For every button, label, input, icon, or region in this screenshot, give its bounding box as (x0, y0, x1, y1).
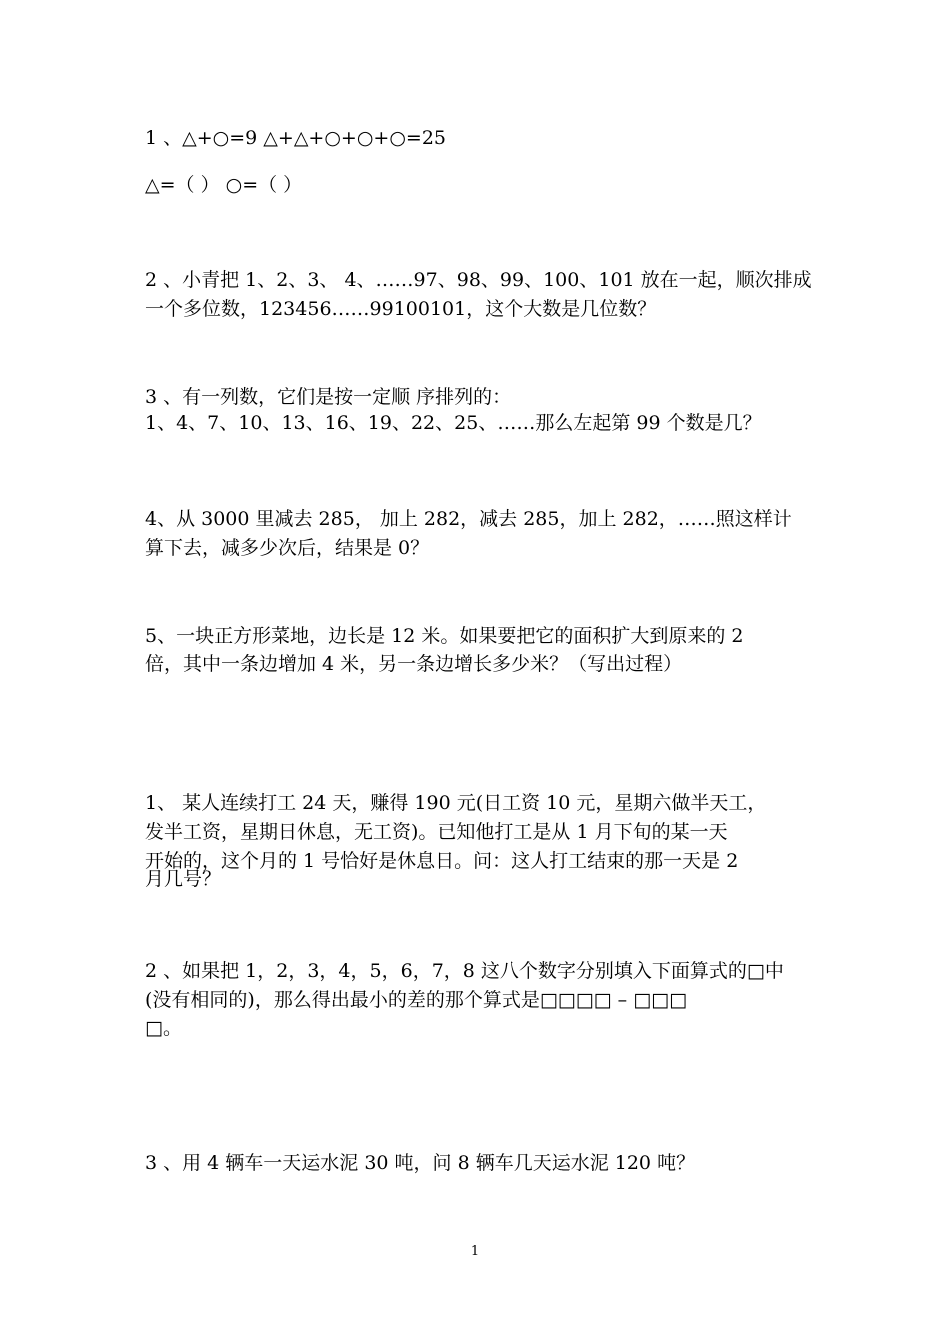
problem-2-line-2: 一个多位数，123456……99100101，这个大数是几位数？ (145, 298, 657, 320)
problem-7-line-1: 2 、如果把 1，2，3，4，5，6，7，8 这八个数字分别填入下面算式的□中 (145, 960, 784, 982)
problem-6-line-4: 月几号？ (145, 868, 222, 890)
problem-6-line-2: 发半工资，星期日休息，无工资)。已知他打工是从 1 月下旬的某一天 (145, 821, 728, 843)
problem-5-line-2: 倍，其中一条边增加 4 米，另一条边增长多少米？（写出过程） (145, 653, 683, 675)
problem-8-line-1: 3 、用 4 辆车一天运水泥 30 吨，问 8 辆车几天运水泥 120 吨？ (145, 1152, 696, 1174)
problem-5-line-1: 5、一块正方形菜地，边长是 12 米。如果要把它的面积扩大到原来的 2 (145, 625, 744, 647)
problem-6-line-1: 1、 某人连续打工 24 天，赚得 190 元(日工资 10 元，星期六做半天工， (145, 792, 767, 814)
problem-3-line-2: 1、4、7、10、13、16、19、22、25、……那么左起第 99 个数是几？ (145, 412, 762, 434)
problem-2-line-1: 2 、小青把 1、2、3、 4、……97、98、99、100、101 放在一起，顺次排成 (145, 269, 812, 291)
problem-6-line-3: 开始的，这个月的 1 号恰好是休息日。问：这人打工结束的那一天是 2 (145, 850, 739, 872)
problem-1-line-1: 1 、△+○=9 △+△+○+○+○=25 (145, 127, 447, 149)
problem-7-line-3: □。 (145, 1017, 182, 1039)
page-number: 1 (470, 1244, 480, 1259)
problem-4-line-2: 算下去，减多少次后，结果是 0？ (145, 537, 430, 559)
problem-7-line-2: (没有相同的)，那么得出最小的差的那个算式是□□□□ – □□□ (145, 989, 688, 1011)
problem-3-line-1: 3 、有一列数，它们是按一定顺 序排列的： (145, 386, 512, 408)
problem-4-line-1: 4、从 3000 里减去 285， 加上 282，减去 285，加上 282，……照这样计 (145, 508, 792, 530)
problem-1-line-2: △=（ ） ○=（ ） (145, 174, 303, 196)
